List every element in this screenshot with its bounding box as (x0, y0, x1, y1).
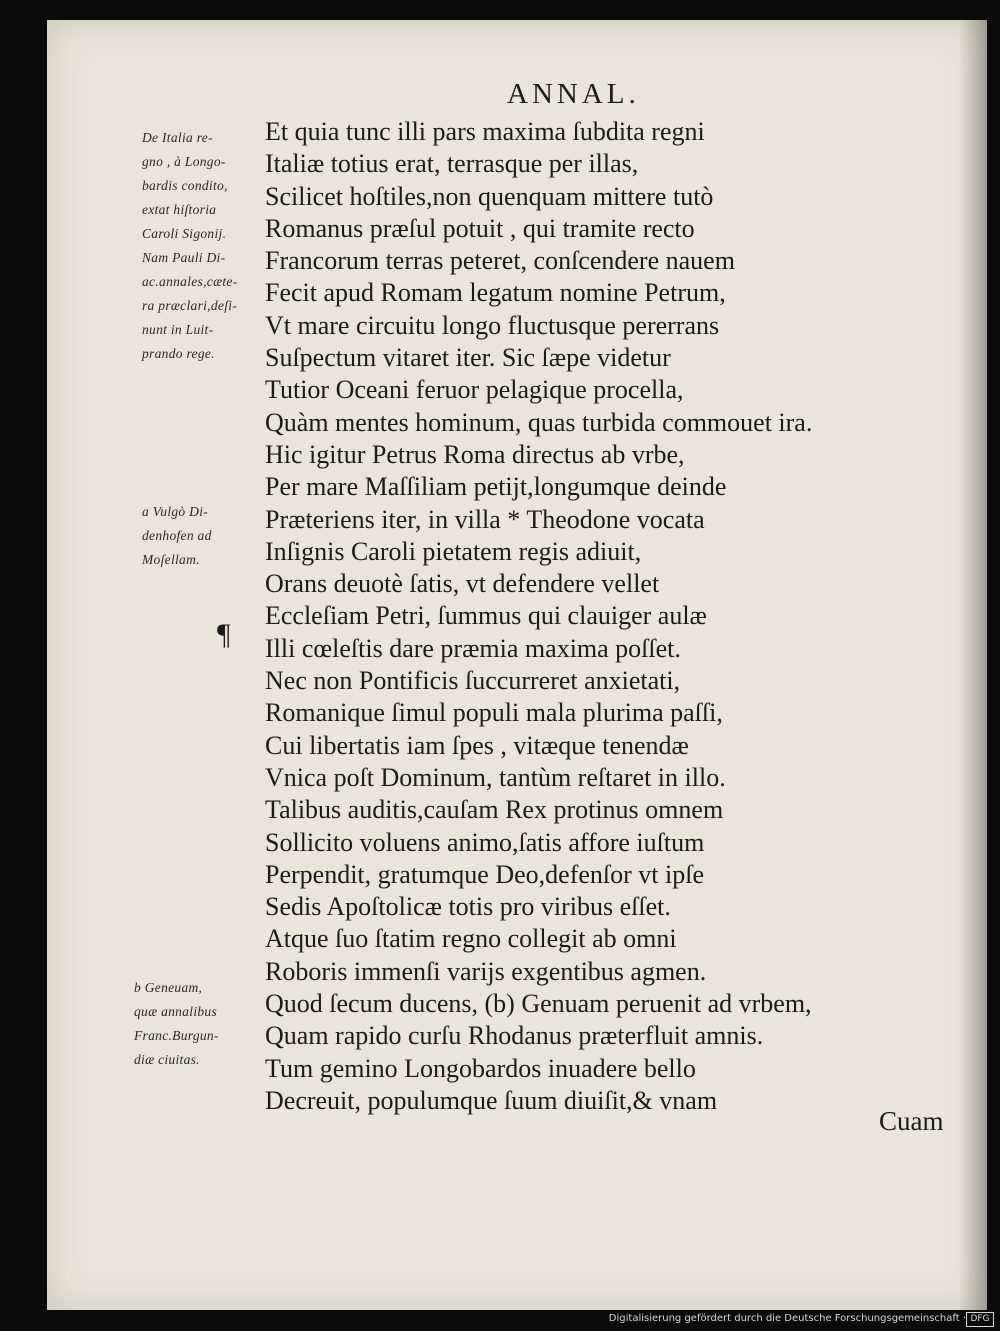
verse-line: Quod ſecum ducens, (b) Genuam peruenit ad vrbem, (265, 989, 812, 1019)
verse-line: Atque ſuo ſtatim regno collegit ab omni (265, 924, 677, 954)
note-line: b Geneuam, (134, 980, 203, 995)
note-line: Franc.Burgun- (134, 1028, 219, 1043)
verse-line: Talibus auditis,cauſam Rex protinus omnem (265, 795, 724, 825)
running-head: ANNAL. (507, 78, 640, 110)
note-line: ac.annales,cæte- (142, 274, 238, 289)
verse-line: Inſignis Caroli pietatem regis adiuit, (265, 536, 642, 566)
note-line: ra præclari,deſi- (142, 298, 238, 313)
verse-line: Sedis Apoſtolicæ totis pro viribus eſſet. (265, 892, 671, 922)
dfg-credit-text: Digitalisierung gefördert durch die Deutsche Forschungsgemeinschaft · (608, 1313, 966, 1324)
verse-line: Eccleſiam Petri, ſummus qui clauiger aulæ (265, 601, 707, 631)
note-line: nunt in Luit- (142, 322, 214, 337)
verse-line: Romanus præſul potuit , qui tramite recto (265, 213, 695, 243)
note-line: Nam Pauli Di- (142, 250, 226, 265)
verse-line: Orans deuotè ſatis, vt defendere vellet (265, 569, 660, 599)
verse-line: Scilicet hoſtiles,non quenquam mittere tutò (265, 181, 714, 211)
verse-line: Hic igitur Petrus Roma directus ab vrbe, (265, 439, 685, 469)
verse-line: Cui libertatis iam ſpes , vitæque tenendæ (265, 730, 689, 760)
note-line: Caroli Sigonij. (142, 226, 227, 241)
pilcrow-mark: ¶ (217, 618, 231, 651)
dfg-logo-icon: DFG (966, 1312, 994, 1327)
verse-line: Tutior Oceani feruor pelagique procella, (265, 375, 684, 405)
verse-line: Romanique ſimul populi mala plurima paſſi, (265, 698, 723, 728)
verse-line: Per mare Maſſiliam petijt,longumque deinde (265, 472, 727, 502)
note-line: quæ annalibus (134, 1004, 218, 1019)
verse-line: Nec non Pontificis ſuccurreret anxietati, (265, 666, 681, 696)
verse-line: Illi cœleſtis dare præmia maxima poſſet. (265, 633, 681, 663)
catchword: Cuam (879, 1106, 944, 1136)
note-line: gno , à Longo- (142, 154, 226, 169)
verse-line: Quam rapido curſu Rhodanus præterfluit amnis. (265, 1021, 764, 1051)
verse-line: Fecit apud Romam legatum nomine Petrum, (265, 278, 726, 308)
note-line: diæ ciuitas. (134, 1052, 200, 1067)
verse-line: Roboris immenſi varijs exgentibus agmen. (265, 956, 707, 986)
verse-body (265, 116, 975, 1117)
note-line: denhofen ad (142, 528, 212, 543)
verse-line: Perpendit, gratumque Deo,defenſor vt ipſe (265, 859, 704, 889)
note-line: Moſellam. (142, 552, 200, 567)
verse-line: Suſpectum vitaret iter. Sic ſæpe videtur (265, 343, 671, 373)
verse-line: Decreuit, populumque ſuum diuiſit,& vnam (265, 1085, 718, 1115)
note-line: bardis condito, (142, 178, 228, 193)
book-page (47, 20, 987, 1310)
note-line: extat hiſtoria (142, 202, 217, 217)
note-line: prando rege. (142, 346, 215, 361)
verse-line: Italiæ totius erat, terrasque per illas, (265, 149, 639, 179)
verse-line: Quàm mentes hominum, quas turbida commouet ira. (265, 407, 813, 437)
verse-line: Et quia tunc illi pars maxima ſubdita regni (265, 117, 705, 146)
verse-line: Francorum terras peteret, conſcendere nauem (265, 246, 735, 276)
note-line: De Italia re- (142, 130, 213, 145)
verse-line: Sollicito voluens animo,ſatis affore iuſtum (265, 827, 705, 857)
verse-line: Vnica poſt Dominum, tantùm reſtaret in illo. (265, 762, 726, 792)
verse-line: Præteriens iter, in villa * Theodone vocata (265, 504, 705, 534)
verse-line: Vt mare circuitu longo fluctusque pererrans (265, 310, 720, 340)
verse-line: Tum gemino Longobardos inuadere bello (265, 1053, 696, 1083)
note-line: a Vulgò Di- (142, 504, 209, 519)
